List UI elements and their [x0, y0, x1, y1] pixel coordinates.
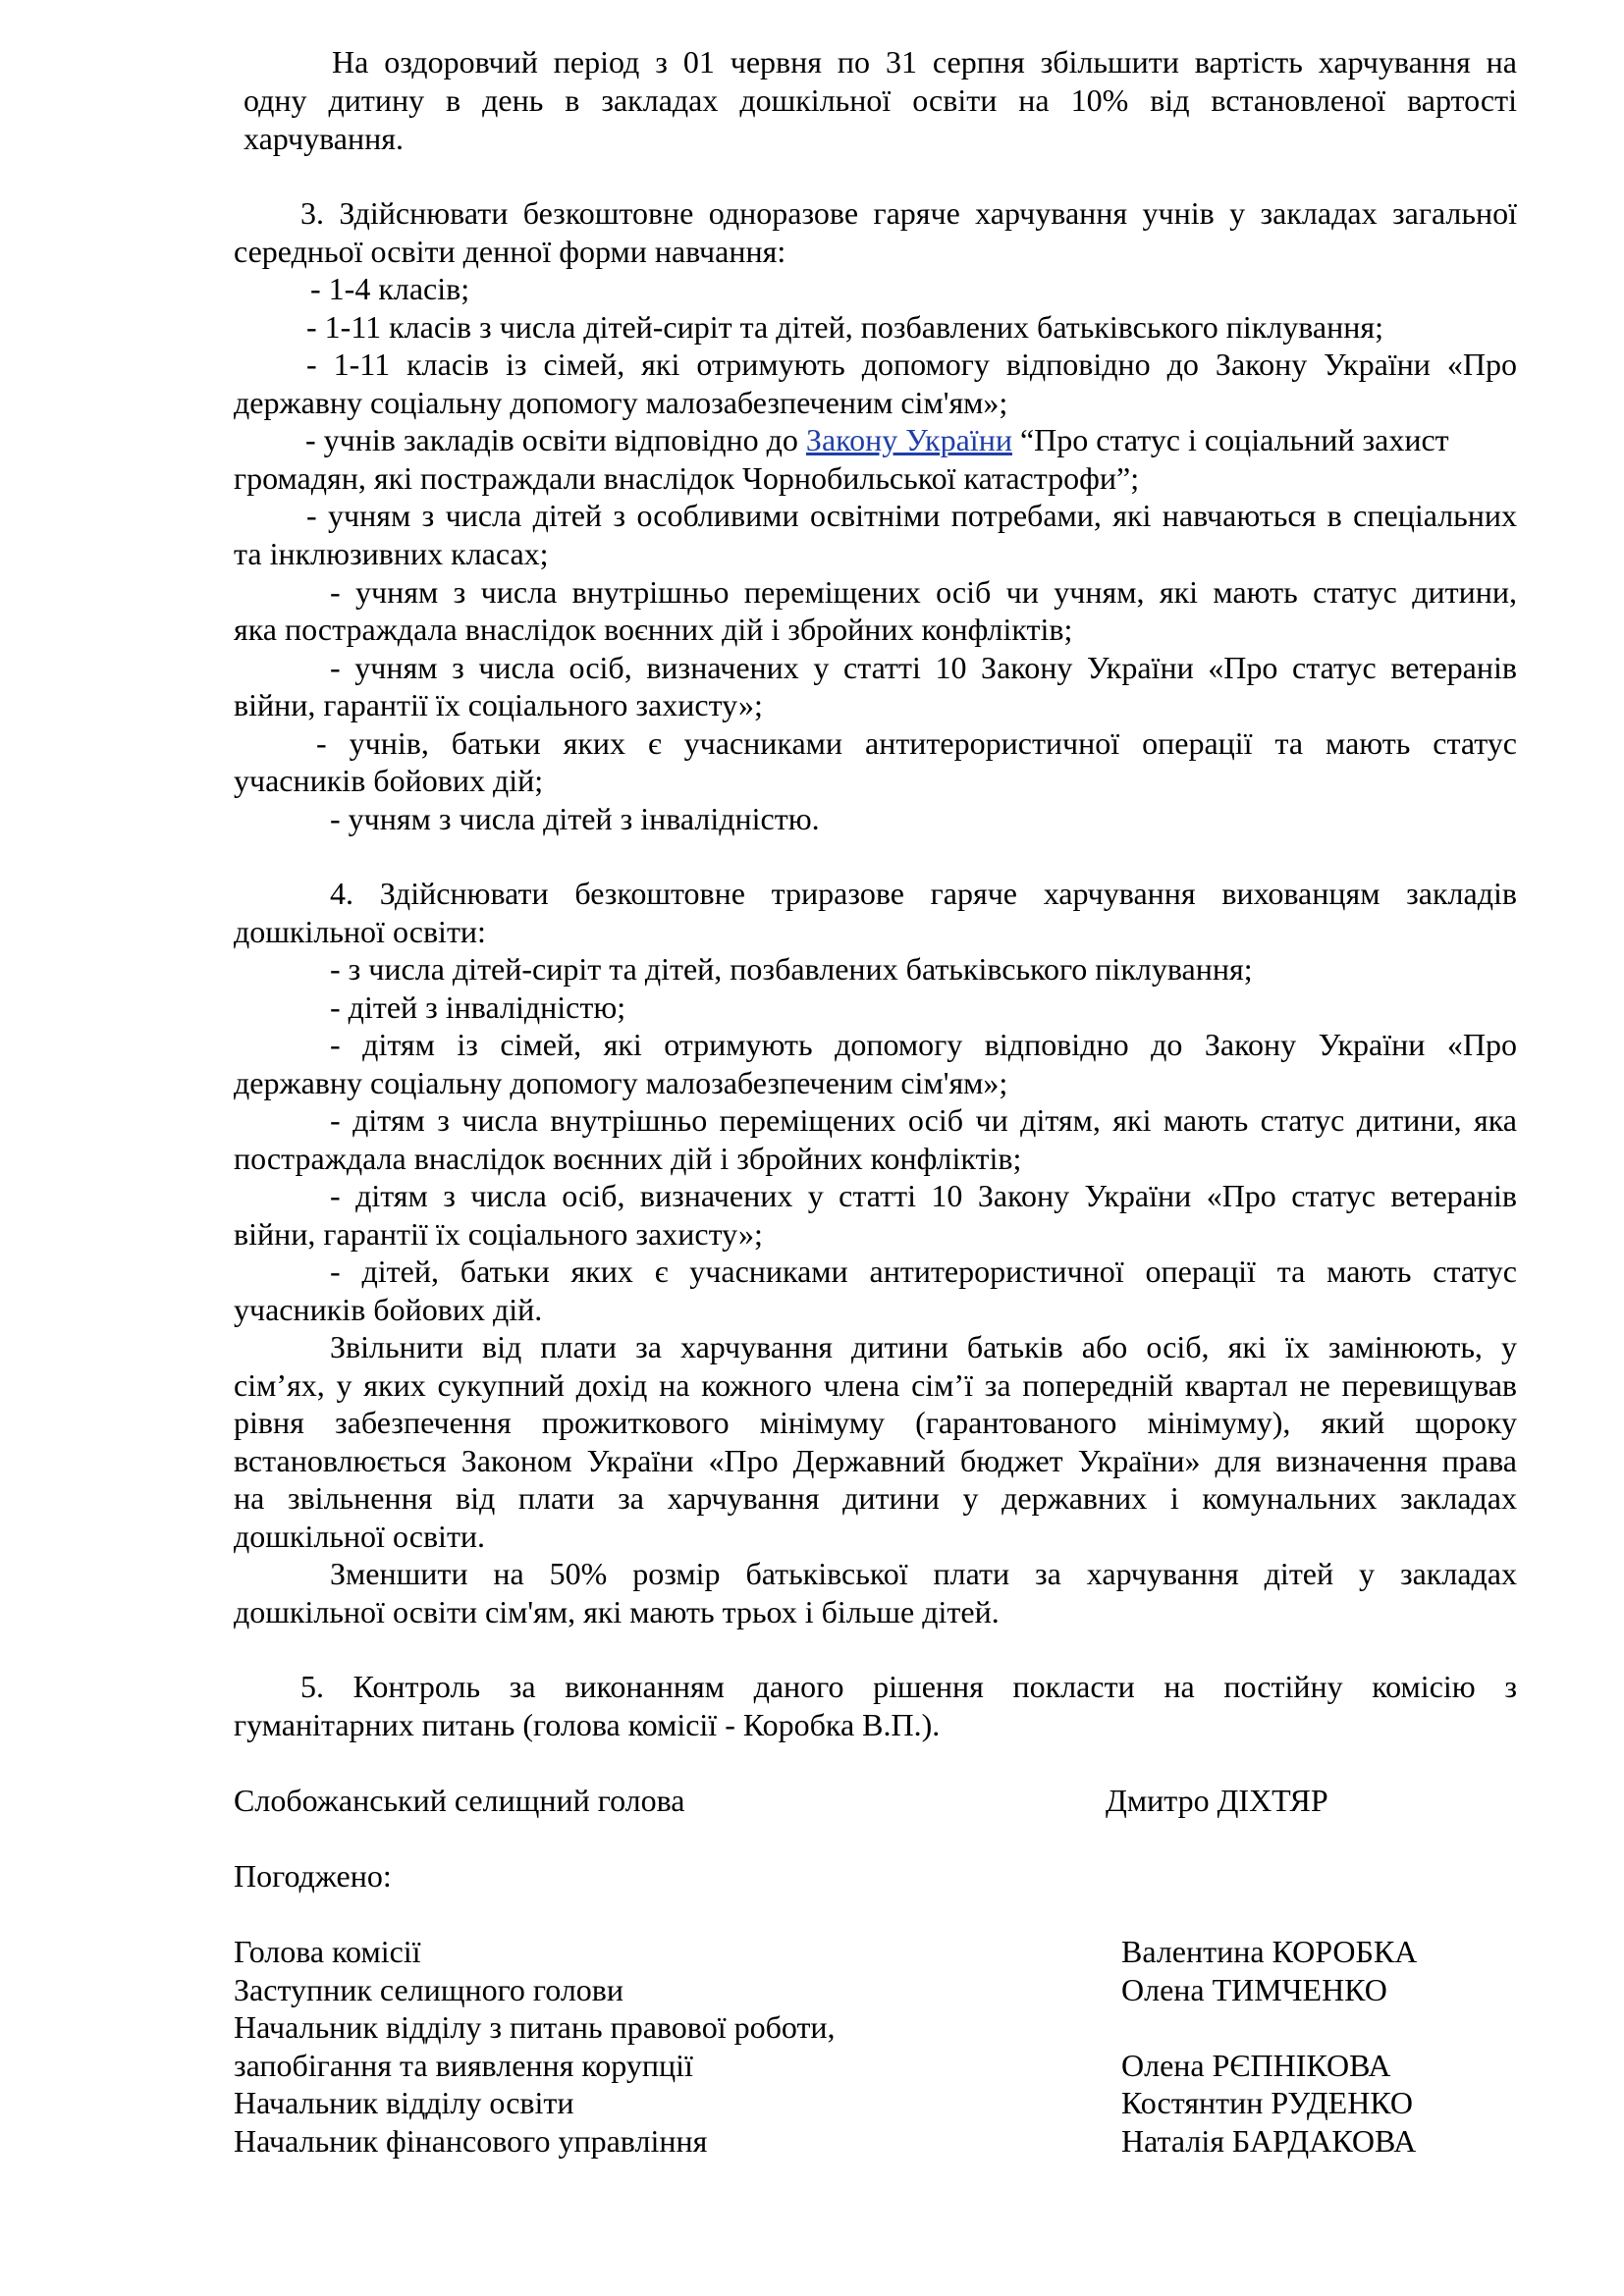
- section3-item-1: - 1-4 класів;: [310, 271, 470, 306]
- exemption-paragraph-line-3: рівня забезпечення прожиткового мінімуму (гарантованого мінімуму), який щороку: [234, 1405, 1517, 1440]
- approval-position-1: Голова комісії: [234, 1934, 421, 1969]
- approval-position-4: Начальник відділу освіти: [234, 2085, 574, 2120]
- section4-item-3-line-1: - дітям із сімей, які отримують допомогу відповідно до Закону України «Про: [330, 1027, 1517, 1062]
- section3-item-4-pre: - учнів закладів освіти відповідно до: [305, 422, 806, 457]
- section3-item-7-line-2: війни, гарантії їх соціального захисту»;: [234, 687, 763, 722]
- law-of-ukraine-link[interactable]: Закону України: [805, 422, 1012, 457]
- section5-line-1: 5. Контроль за виконанням даного рішення покласти на постійну комісію з: [300, 1669, 1517, 1704]
- section4-heading-line-2: дошкільної освіти:: [234, 914, 486, 949]
- approval-name-1: Валентина КОРОБКА: [1121, 1934, 1418, 1969]
- approval-position-3-line-1: Начальник відділу з питань правової роботи,: [234, 2009, 836, 2045]
- approval-position-3-line-2: запобігання та виявлення корупції: [234, 2048, 693, 2083]
- section3-item-2: - 1-11 класів з числа дітей-сиріт та дітей, позбавлених батьківського піклування;: [306, 309, 1383, 345]
- section3-heading-line-1: 3. Здійснювати безкоштовне одноразове гаряче харчування учнів у закладах загальної: [300, 195, 1517, 231]
- signature-name: Дмитро ДІХТЯР: [1106, 1783, 1328, 1818]
- section3-item-4-line-1: [305, 421, 1449, 459]
- section3-item-8-line-1: - учнів, батьки яких є учасниками антитерористичної операції та мають статус: [316, 725, 1517, 761]
- section4-item-1: - з числа дітей-сиріт та дітей, позбавлених батьківського піклування;: [330, 951, 1253, 987]
- approvals-label: Погоджено:: [234, 1858, 392, 1894]
- exemption-paragraph-line-6: дошкільної освіти.: [234, 1519, 486, 1554]
- approval-name-5: Наталія БАРДАКОВА: [1121, 2123, 1417, 2159]
- reduction-paragraph-line-2: дошкільної освіти сім'ям, які мають трьох і більше дітей.: [234, 1594, 1000, 1629]
- section4-item-3-line-2: державну соціальну допомогу малозабезпеченим сім'ям»;: [234, 1065, 1008, 1100]
- approval-name-3: Олена РЄПНІКОВА: [1121, 2048, 1391, 2083]
- section4-item-6-line-1: - дітей, батьки яких є учасниками антитерористичної операції та мають статус: [330, 1254, 1517, 1289]
- section3-item-8-line-2: учасників бойових дій;: [234, 763, 544, 798]
- section3-item-6-line-2: яка постраждала внаслідок воєнних дій і збройних конфліктів;: [234, 612, 1073, 647]
- section4-item-6-line-2: учасників бойових дій.: [234, 1292, 543, 1327]
- reduction-paragraph-line-1: Зменшити на 50% розмір батьківської плати за харчування дітей у закладах: [330, 1556, 1517, 1591]
- signature-title: Слобожанський селищний голова: [234, 1783, 685, 1818]
- section4-item-5-line-2: війни, гарантії їх соціального захисту»;: [234, 1216, 763, 1252]
- section4-item-5-line-1: - дітям з числа осіб, визначених у статті 10 Закону України «Про статус ветеранів: [330, 1178, 1517, 1213]
- exemption-paragraph-line-5: на звільнення від плати за харчування дитини у державних і комунальних закладах: [234, 1480, 1517, 1516]
- approval-name-2: Олена ТИМЧЕНКО: [1121, 1972, 1387, 2007]
- section3-item-3-line-2: державну соціальну допомогу малозабезпеченим сім'ям»;: [234, 385, 1008, 420]
- section4-item-4-line-1: - дітям з числа внутрішньо переміщених осіб чи дітям, які мають статус дитини, яка: [330, 1102, 1517, 1138]
- section3-heading-line-2: середньої освіти денної форми навчання:: [234, 234, 786, 269]
- section3-item-4-post: “Про статус і соціальний захист: [1011, 422, 1449, 457]
- intro-line-2: одну дитину в день в закладах дошкільної освіти на 10% від встановленої вартості: [244, 82, 1517, 118]
- section3-item-6-line-1: - учням з числа внутрішньо переміщених осіб чи учням, які мають статус дитини,: [330, 574, 1517, 610]
- section4-item-2: - дітей з інвалідністю;: [330, 989, 626, 1025]
- section3-item-7-line-1: - учням з числа осіб, визначених у статті 10 Закону України «Про статус ветеранів: [330, 650, 1517, 685]
- section5-line-2: гуманітарних питань (голова комісії - Коробка В.П.).: [234, 1707, 941, 1742]
- exemption-paragraph-line-4: встановлюється Законом України «Про Державний бюджет України» для визначення права: [234, 1443, 1517, 1478]
- approval-name-4: Костянтин РУДЕНКО: [1121, 2085, 1413, 2120]
- exemption-paragraph-line-1: Звільнити від плати за харчування дитини батьків або осіб, які їх замінюють, у: [330, 1329, 1517, 1364]
- intro-line-3: харчування.: [244, 121, 404, 156]
- section3-item-5-line-1: - учням з числа дітей з особливими освітніми потребами, які навчаються в спеціальних: [306, 498, 1517, 533]
- exemption-paragraph-line-2: сім’ях, у яких сукупний дохід на кожного члена сім’ї за попередній квартал не перевищував: [234, 1367, 1517, 1403]
- section4-heading-line-1: 4. Здійснювати безкоштовне триразове гаряче харчування вихованцям закладів: [330, 876, 1517, 911]
- section3-item-4-line-2: громадян, які постраждали внаслідок Чорнобильської катастрофи”;: [234, 460, 1140, 496]
- intro-line-1: На оздоровчий період з 01 червня по 31 серпня збільшити вартість харчування на: [332, 44, 1517, 80]
- approval-position-2: Заступник селищного голови: [234, 1972, 624, 2007]
- section3-item-5-line-2: та інклюзивних класах;: [234, 536, 549, 571]
- section3-item-3-line-1: - 1-11 класів із сімей, які отримують допомогу відповідно до Закону України «Про: [306, 347, 1517, 382]
- section4-item-4-line-2: постраждала внаслідок воєнних дій і збройних конфліктів;: [234, 1141, 1022, 1176]
- section3-item-9: - учням з числа дітей з інвалідністю.: [330, 801, 820, 836]
- approval-position-5: Начальник фінансового управління: [234, 2123, 708, 2159]
